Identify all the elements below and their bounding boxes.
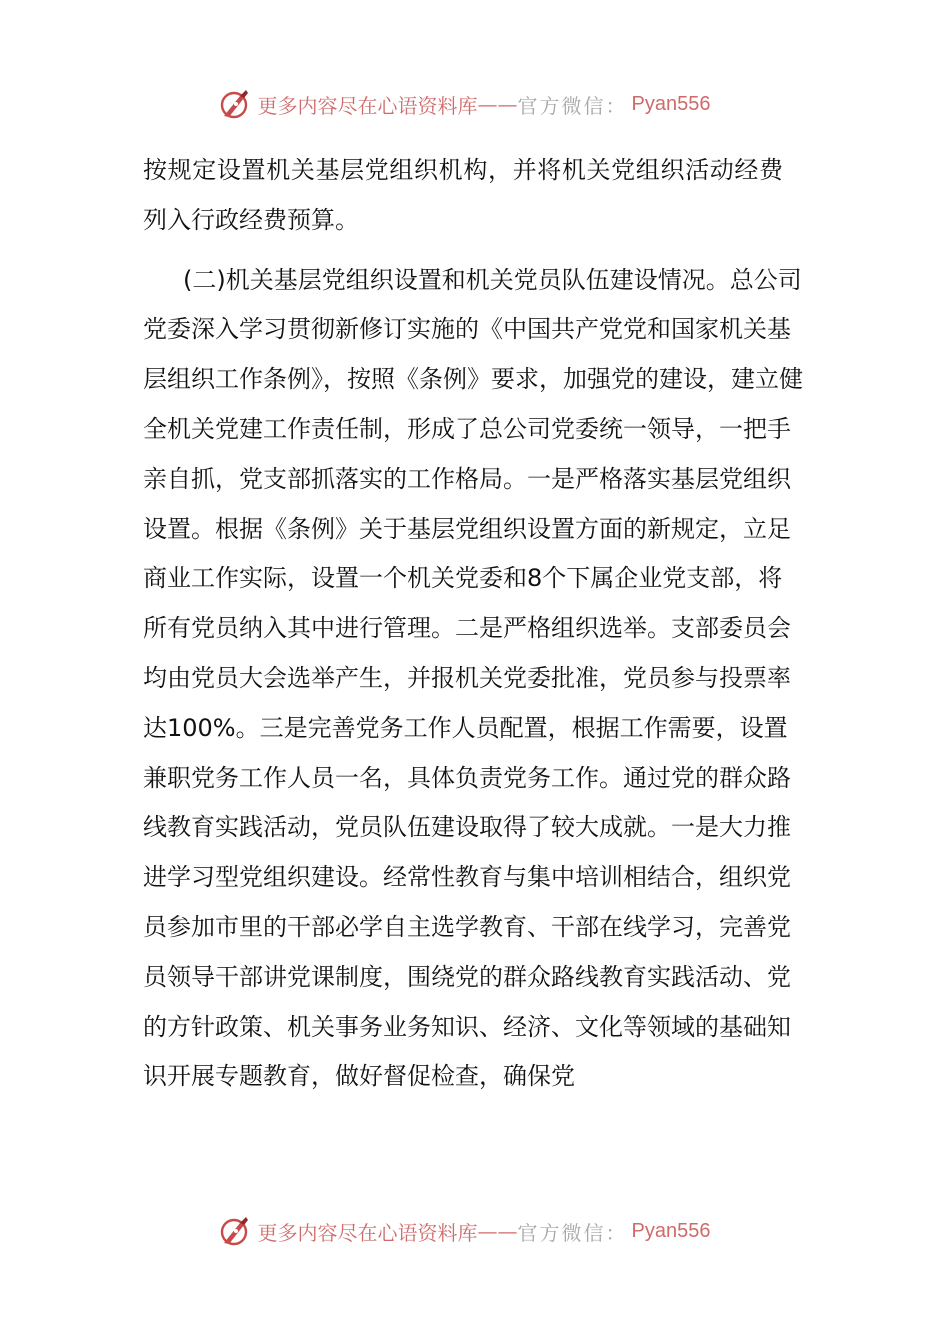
- header-watermark-banner: [0, 84, 950, 124]
- pen-nib-logo-icon: [216, 1213, 252, 1249]
- paragraph-2: (二)机关基层党组织设置和机关党员队伍建设情况。总公司党委深入学习贯彻新修订实施的《中国共产党党和国家机关基层组织工作条例》，按照《条例》要求，加强党的建设，建立健全机关党建工作责任制，形成了总公司党委统一领导，一把手亲自抓，党支部抓落实的工作格局。一是严格落实基层党组织设置。根据《条例》关于基层党组织设置方面的新规定，立足商业工作实际，设置一个机关党委和8个下属企业党支部，将所有党员纳入其中进行管理。二是严格组织选举。支部委员会均由党员大会选举产生，并报机关党委批准，党员参与投票率达100%。三是完善党务工作人员配置，根据工作需要，设置兼职党务工作人员一名，具体负责党务工作。通过党的群众路线教育实践活动，党员队伍建设取得了较大成就。一是大力推进学习型党组织建设。经常性教育与集中培训相结合，组织党员参加市里的干部必学自主选学教育、干部在线学习，完善党员领导干部讲党课制度，围绕党的群众路线教育实践活动、党的方针政策、机关事务业务知识、经济、文化等领域的基础知识开展专题教育，做好督促检查，确保党: [143, 265, 803, 1091]
- document-body: [143, 146, 803, 1102]
- footer-dash: ——: [477, 1219, 518, 1243]
- footer-site-text: 更多内容尽在心语资料库: [257, 1220, 478, 1245]
- paragraph-1: 按规定设置机关基层党组织机构，并将机关党组织活动经费列入行政经费预算。: [143, 156, 783, 234]
- footer-wechat-label: 官方微信：: [517, 1220, 628, 1245]
- header-site-text: 更多内容尽在心语资料库: [257, 93, 478, 118]
- pen-nib-logo-icon: [216, 86, 252, 122]
- header-wechat-label: 官方微信：: [517, 93, 628, 118]
- header-wechat-id: Pyan556: [631, 92, 711, 115]
- header-dash: ——: [477, 92, 518, 116]
- footer-watermark-banner: [0, 1211, 950, 1251]
- footer-wechat-id: Pyan556: [631, 1219, 711, 1242]
